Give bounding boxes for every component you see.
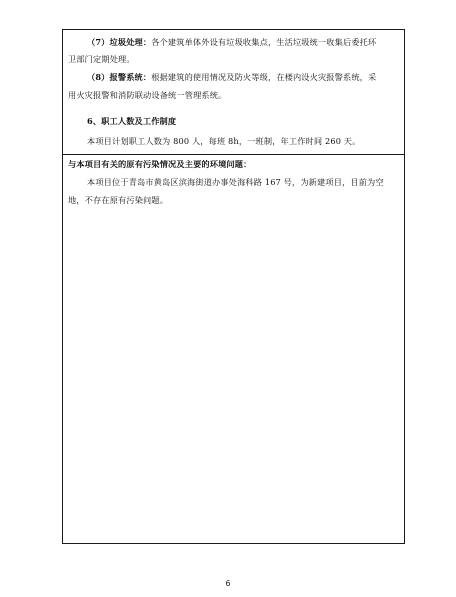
item-7-line-2: 卫部门定期处理。 xyxy=(68,54,135,64)
pollution-line-2: 地，不存在原有污染问题。 xyxy=(68,195,169,205)
pollution-section-title: 与本项目有关的原有污染情况及主要的环境问题： xyxy=(68,159,252,169)
item-8-line-1 xyxy=(87,72,376,83)
content-table-frame xyxy=(62,29,405,544)
item-7-label: （7）垃圾处理： xyxy=(87,37,152,47)
item-8-label: （8）报警系统： xyxy=(87,72,152,82)
item-7-text: 各个建筑单体外设有垃圾收集点，生活垃圾统一收集后委托环 xyxy=(151,37,377,47)
section-divider xyxy=(63,154,404,155)
page-number: 6 xyxy=(225,579,231,588)
item-8-line-2: 用火灾报警和消防联动设备统一管理系统。 xyxy=(68,90,227,100)
item-8-text: 根据建筑的使用情况及防火等级，在楼内设火灾报警系统，采 xyxy=(151,72,377,82)
item-7-line-1 xyxy=(87,37,376,48)
pollution-line-1: 本项目位于青岛市黄岛区滨海街道办事处海科路 167 号，为新建项目，目前为空 xyxy=(87,177,384,187)
staff-paragraph: 本项目计划职工人数为 800 人，每班 8h，一班制，年工作时间 260 天。 xyxy=(87,136,361,146)
section-6-heading: 6、职工人数及工作制度 xyxy=(87,116,177,126)
